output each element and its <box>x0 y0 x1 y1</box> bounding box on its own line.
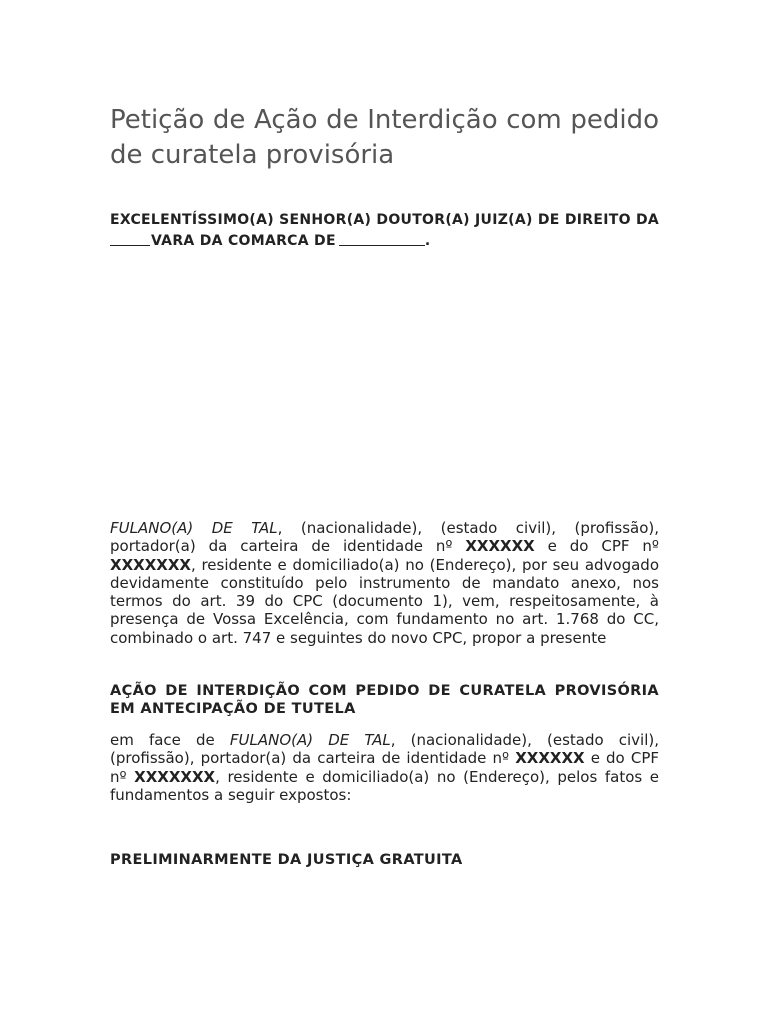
action-heading: AÇÃO DE INTERDIÇÃO COM PEDIDO DE CURATELA PROVISÓRIA EM ANTECIPAÇÃO DE TUTELA <box>110 683 659 717</box>
defendant-cpf: XXXXXXX <box>134 767 216 786</box>
court-address-part2: VARA DA COMARCA DE <box>151 233 336 249</box>
court-number-blank <box>110 231 150 246</box>
defendant-rg: XXXXXX <box>515 749 585 768</box>
defendant-text-0: em face de <box>110 731 230 749</box>
plaintiff-cpf: XXXXXXX <box>110 555 191 574</box>
defendant-text-3: , residente e domiciliado(a) no (Endereço), pelos fatos e fundamentos a seguir expostos: <box>110 767 660 804</box>
qualification-text-3: , residente e domiciliado(a) no (Endereço), por seu advogado devidamente constituído pelo instrumento de mandato anexo, nos termos do art. 39 do CPC (documento 1), vem, respeitosamente, à presença de Vossa Excelência, com fundamento no art. 1.768 do CC, combinado o art. 747 e seguintes do novo CPC, propor a presente <box>110 555 659 647</box>
qualification-text-2: e do CPF nº <box>534 537 659 556</box>
court-address-part1: EXCELENTÍSSIMO(A) SENHOR(A) DOUTOR(A) JUIZ(A) DE DIREITO DA <box>110 212 660 228</box>
qualification-text-1: , (nacionalidade), (estado civil), (profissão), portador(a) da carteira de identidade nº <box>110 519 659 556</box>
plaintiff-name: FULANO(A) DE TAL <box>110 519 278 537</box>
court-address-end: . <box>424 233 431 249</box>
plaintiff-rg: XXXXXX <box>465 537 535 556</box>
comarca-blank <box>339 231 425 246</box>
document-title: Petição de Ação de Interdição com pedido de curatela provisória <box>110 105 659 170</box>
defendant-name: FULANO(A) DE TAL <box>229 731 391 749</box>
defendant-paragraph <box>110 731 659 804</box>
defendant-text-1: , (nacionalidade), (estado civil), (profissão), portador(a) da carteira de identidade nº <box>110 731 660 768</box>
qualification-paragraph <box>110 519 659 647</box>
section-heading: PRELIMINARMENTE DA JUSTIÇA GRATUITA <box>110 852 463 868</box>
defendant-text-2: e do CPF nº <box>110 749 659 786</box>
court-address <box>110 211 659 251</box>
